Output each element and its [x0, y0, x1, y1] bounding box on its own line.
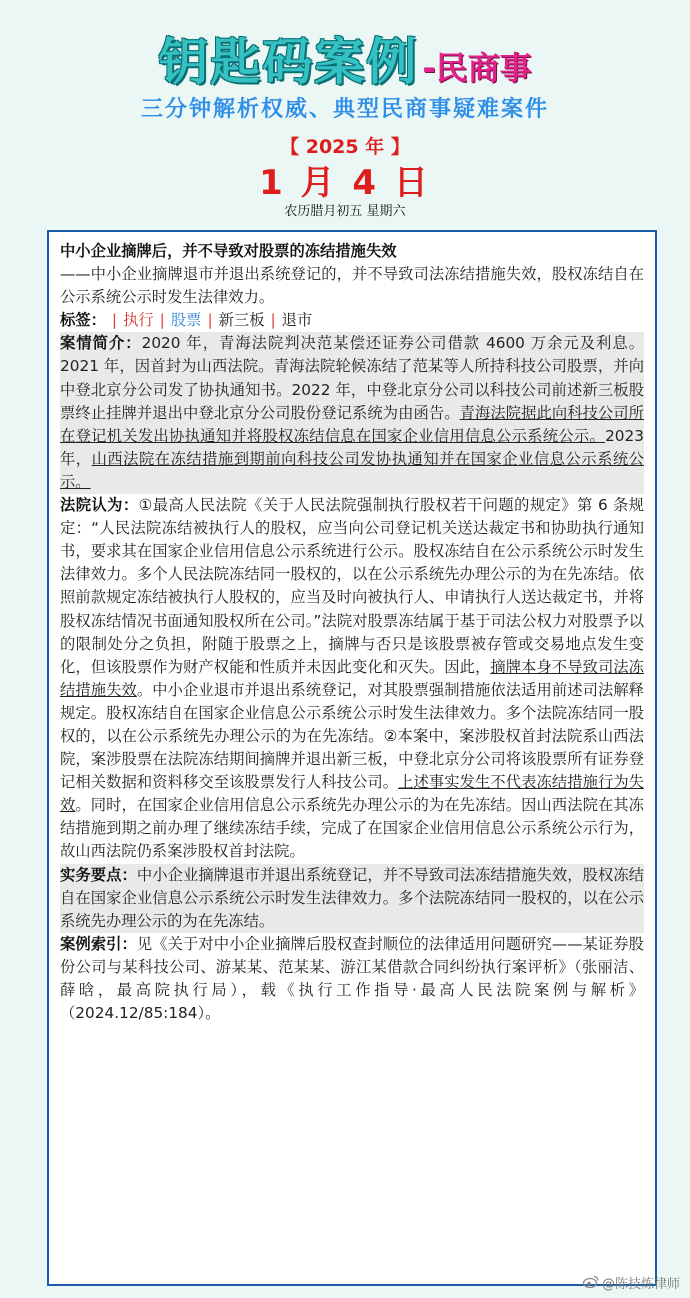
court-highlight: 摘牌本身不导致司法冻结措施失效: [60, 657, 644, 699]
tag-item[interactable]: 退市: [281, 311, 313, 330]
tag-item[interactable]: 新三板: [218, 311, 265, 330]
year: 【 2025 年 】: [280, 136, 410, 158]
title-sub: -民商事: [422, 49, 532, 87]
court-highlight: 上述事实发生不代表冻结措施行为失效: [60, 773, 644, 815]
case-content: [60, 240, 644, 1025]
court-section: [60, 494, 644, 864]
points-label: 实务要点：: [60, 865, 137, 884]
title: [0, 22, 690, 94]
court-text: 。同时，在国家企业信用信息公示系统先办理公示的为在先冻结。因山西法院在其冻结措施到期之前办理了继续冻结手续，完成了在国家企业信用信息公示系统公示行为，故山西法院仍系案涉股权首封法院。: [60, 796, 644, 861]
tags-label: 标签：: [60, 311, 106, 330]
points-text: 中小企业摘牌退市并退出系统登记，并不导致司法冻结措施失效，股权冻结自在国家企业信息公示系统公示时发生法律效力。多个法院冻结同一股权的，以在公示系统先办理公示的为在先冻结。: [60, 865, 644, 930]
watermark-text: @陈技炼律师: [601, 1277, 680, 1292]
court-label: 法院认为：: [60, 496, 139, 515]
facts-highlight: 青海法院据此向科技公司所在登记机关发出协执通知并将股权冻结信息在国家企业信用信息公示系统公示。: [60, 403, 644, 445]
facts-section: [60, 332, 644, 494]
index-text: 见《关于对中小企业摘牌后股权查封顺位的法律适用问题研究——某证券股份公司与某科技公司、游某某、范某某、游江某借款合同纠纷执行案评析》（张丽洁、薛晗，最高院执行局），载《执行工作指导·最高人民法院案例与解析》（2024.12/85:184）。: [60, 934, 644, 1023]
facts-highlight: 山西法院在冻结措施到期前向科技公司发协执通知并在国家企业信息公示系统公示。: [60, 449, 644, 491]
tag-item[interactable]: 股票: [170, 311, 202, 330]
points-section: [60, 864, 644, 933]
case-summary: ——中小企业摘牌退市并退出系统登记的，并不导致司法冻结措施失效，股权冻结自在公示系统公示时发生法律效力。: [60, 265, 644, 307]
weibo-icon: [583, 1275, 599, 1292]
subtitle: 三分钟解析权威、典型民商事疑难案件: [140, 97, 549, 122]
court-text: ①最高人民法院《关于人民法院强制执行股权若干问题的规定》第 6 条规定：“人民法院冻结被执行人的股权，应当向公司登记机关送达裁定书和协助执行通知书，要求其在国家企业信用信息公示系统进行公示。股权冻结自在公示系统公示时发生法律效力。多个人民法院冻结同一股权的，以在公示系统先办理公示的为在先冻结。依照前款规定冻结被执行人股权的，应当及时向被执行人、申请执行人送达裁定书，并将股权冻结情况书面通知股权所在公司。”法院对股票冻结属于基于司法公权力对股票予以的限制处分之负担，附随于股票之上，摘牌与否只是该股票被存管或交易地点发生变化，但该股票作为财产权能和性质并未因此变化和灭失。因此，: [60, 496, 644, 676]
watermark: [583, 1273, 680, 1292]
facts-label: 案情简介：: [60, 334, 142, 353]
index-label: 案例索引：: [60, 934, 137, 953]
facts-text: 2020 年，青海法院判决范某偿还证券公司借款 4600 万余元及利息。2021 年，因首封为山西法院。青海法院轮候冻结了范某等人所持科技公司股票，并向中登北京分公司发了协执通知书。2022 年，中登北京分公司以科技公司前述新三板股票终止挂牌并退出中登北京分公司股份登记系统为由函告。: [60, 334, 644, 422]
tag-item[interactable]: 执行: [123, 311, 154, 330]
index-section: [60, 933, 644, 1025]
title-main: 钥匙码案例: [158, 33, 419, 91]
court-text: 。中小企业退市并退出系统登记，对其股票强制措施依法适用前述司法解释规定。股权冻结自在国家企业信息公示系统公示时发生法律效力。多个法院冻结同一股权的，以在公示系统先办理公示的为在先冻结。②本案中，案涉股权首封法院系山西法院，案涉股票在法院冻结期间摘牌并退出新三板，中登北京分公司将该股票所有证券登记相关数据和资料移交至该股票发行人科技公司。: [60, 680, 644, 792]
lunar-date: 农历腊月初五 星期六: [284, 204, 406, 219]
facts-text: 2023 年，: [60, 426, 644, 468]
tags-row: 标签： | 执行 | 股票 | 新三板 | 退市: [60, 311, 313, 330]
date: 1 月 4 日: [259, 163, 431, 203]
case-headline: 中小企业摘牌后，并不导致对股票的冻结措施失效: [60, 242, 397, 260]
header: [0, 0, 690, 230]
